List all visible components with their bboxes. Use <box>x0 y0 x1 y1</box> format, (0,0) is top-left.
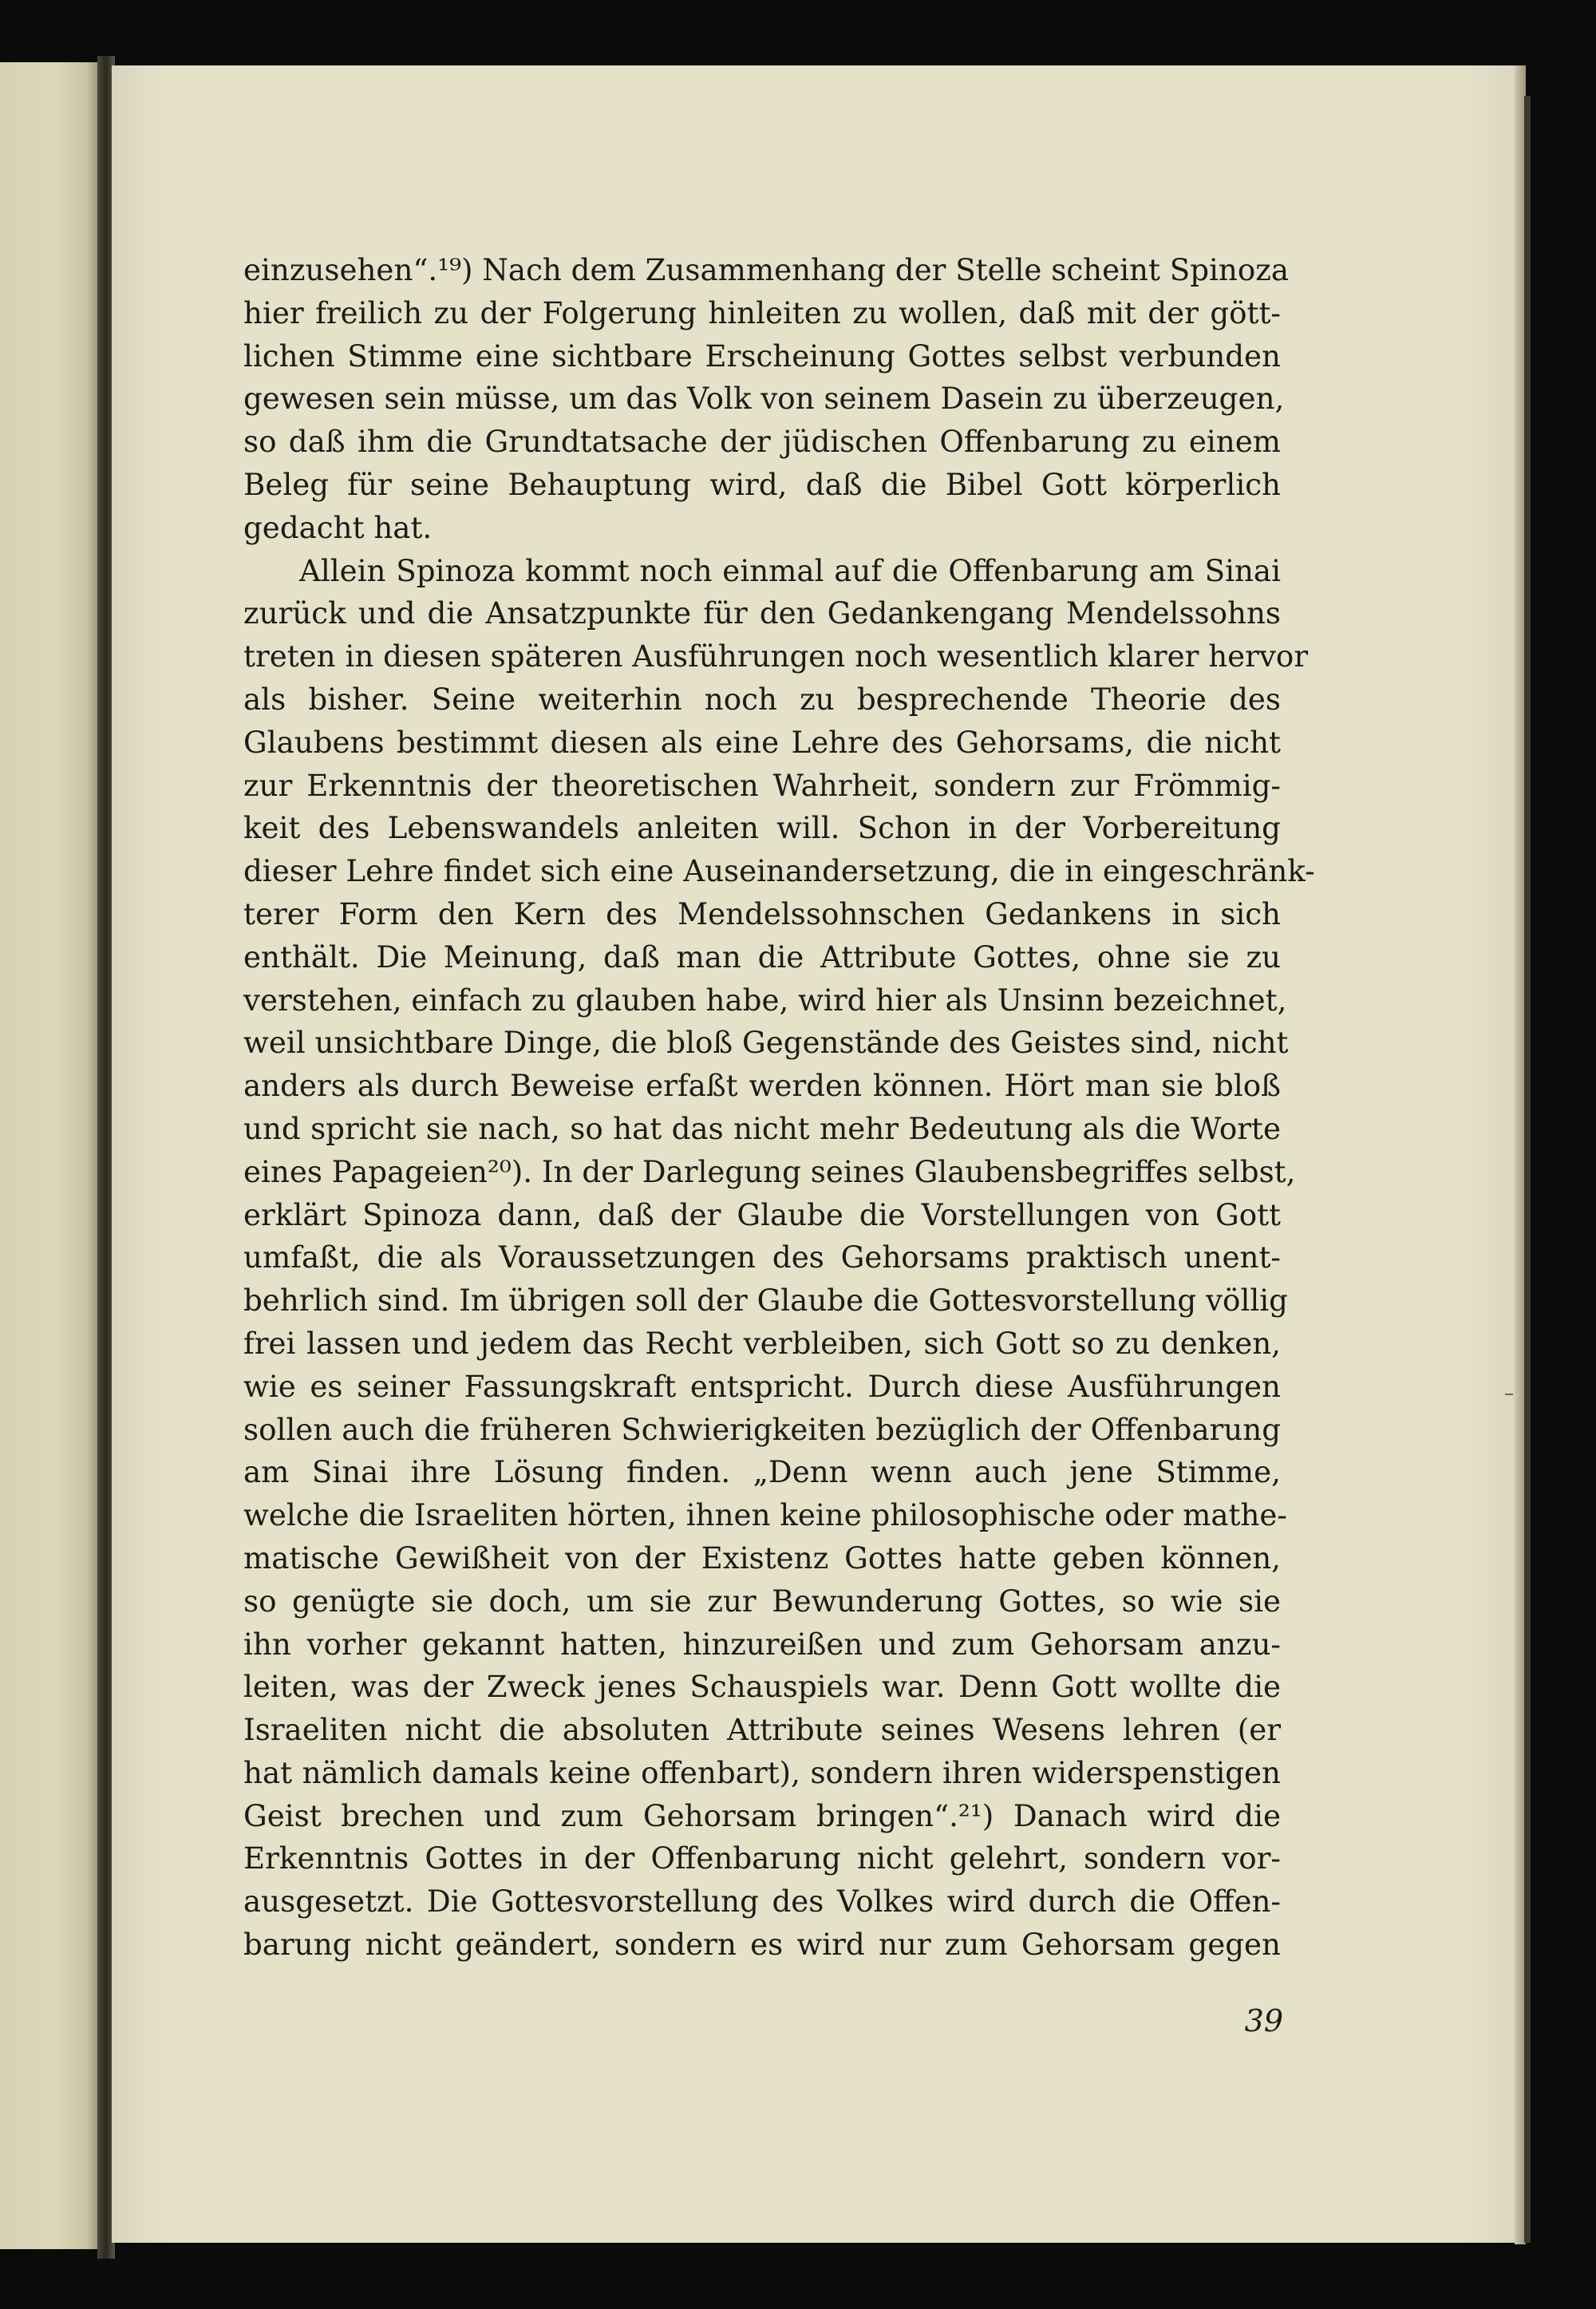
text-line: ihn vorher gekannt hatten, hinzureißen und zum Gehorsam anzu- <box>243 1626 1281 1662</box>
text-line: welche die Israeliten hörten, ihnen keine philosophische oder mathe- <box>243 1497 1287 1533</box>
text-line: matische Gewißheit von der Existenz Gottes hatte geben können, <box>243 1540 1281 1576</box>
text-line: anders als durch Beweise erfaßt werden können. Hört man sie bloß <box>243 1068 1281 1104</box>
text-line: am Sinai ihre Lösung finden. „Denn wenn auch jene Stimme, <box>243 1454 1281 1490</box>
text-line: weil unsichtbare Dinge, die bloß Gegenstände des Geistes sind, nicht <box>243 1025 1289 1061</box>
text-line: verstehen, einfach zu glauben habe, wird hier als Unsinn bezeichnet, <box>243 982 1287 1018</box>
margin-mark <box>1505 1394 1513 1395</box>
text-line: als bisher. Seine weiterhin noch zu besprechende Theorie des <box>243 681 1281 717</box>
text-line: dieser Lehre findet sich eine Auseinandersetzung, die in eingeschränk- <box>243 853 1315 889</box>
text-line: Erkenntnis Gottes in der Offenbarung nicht gelehrt, sondern vor- <box>243 1840 1281 1876</box>
text-line: lichen Stimme eine sichtbare Erscheinung Gottes selbst verbunden <box>243 338 1281 374</box>
text-line: gedacht hat. <box>243 509 433 545</box>
text-line: umfaßt, die als Voraussetzungen des Gehorsams praktisch unent- <box>243 1240 1281 1275</box>
left-page-edge <box>0 62 102 2249</box>
text-line: eines Papageien²⁰). In der Darlegung seines Glaubensbegriffes selbst, <box>243 1153 1296 1189</box>
page-number: 39 <box>1244 2003 1283 2038</box>
text-line: Geist brechen und zum Gehorsam bringen“.²¹) Danach wird die <box>243 1797 1281 1833</box>
text-line: zurück und die Ansatzpunkte für den Gedankengang Mendelssohns <box>243 595 1281 631</box>
text-line: enthält. Die Meinung, daß man die Attribute Gottes, ohne sie zu <box>243 939 1281 975</box>
text-line: erklärt Spinoza dann, daß der Glaube die Vorstellungen von Gott <box>243 1196 1281 1232</box>
text-line: zur Erkenntnis der theoretischen Wahrheit, sondern zur Frömmig- <box>243 767 1281 803</box>
text-line: so genügte sie doch, um sie zur Bewunderung Gottes, so wie sie <box>243 1583 1281 1619</box>
text-line: barung nicht geändert, sondern es wird nur zum Gehorsam gegen <box>243 1927 1281 1963</box>
text-line: ausgesetzt. Die Gottesvorstellung des Volkes wird durch die Offen- <box>243 1884 1281 1920</box>
text-line: hier freilich zu der Folgerung hinleiten zu wollen, daß mit der gött- <box>243 295 1281 330</box>
text-line: und spricht sie nach, so hat das nicht mehr Bedeutung als die Worte <box>243 1110 1281 1146</box>
text-line: Beleg für seine Behauptung wird, daß die Bibel Gott körperlich <box>243 466 1281 502</box>
text-line: behrlich sind. Im übrigen soll der Glaube die Gottesvorstellung völlig <box>243 1283 1288 1319</box>
text-line: wie es seiner Fassungskraft entspricht. Durch diese Ausführungen <box>243 1368 1281 1404</box>
text-line: keit des Lebenswandels anleiten will. Schon in der Vorbereitung <box>243 810 1281 846</box>
text-line: leiten, was der Zweck jenes Schauspiels war. Denn Gott wollte die <box>243 1669 1281 1705</box>
text-line: sollen auch die früheren Schwierigkeiten bezüglich der Offenbarung <box>243 1411 1281 1447</box>
text-line: Israeliten nicht die absoluten Attribute seines Wesens lehren (er <box>243 1712 1281 1748</box>
text-line: Glaubens bestimmt diesen als eine Lehre des Gehorsams, die nicht <box>243 724 1281 760</box>
text-line: einzusehen“.¹⁹) Nach dem Zusammenhang der Stelle scheint Spinoza <box>243 252 1290 287</box>
text-line: so daß ihm die Grundtatsache der jüdischen Offenbarung zu einem <box>243 424 1281 460</box>
page-stack-edge <box>1524 96 1531 2243</box>
text-line: treten in diesen späteren Ausführungen noch wesentlich klarer hervor <box>243 639 1309 674</box>
text-line: gewesen sein müsse, um das Volk von seinem Dasein zu überzeugen, <box>243 381 1285 417</box>
body-text <box>243 249 1315 1967</box>
text-line: frei lassen und jedem das Recht verbleiben, sich Gott so zu denken, <box>243 1325 1281 1361</box>
text-line: terer Form den Kern des Mendelssohnschen Gedankens in sich <box>243 896 1281 931</box>
text-line: hat nämlich damals keine offenbart), sondern ihren widerspenstigen <box>243 1754 1281 1790</box>
text-line: Allein Spinoza kommt noch einmal auf die Offenbarung am Sinai <box>299 552 1281 588</box>
